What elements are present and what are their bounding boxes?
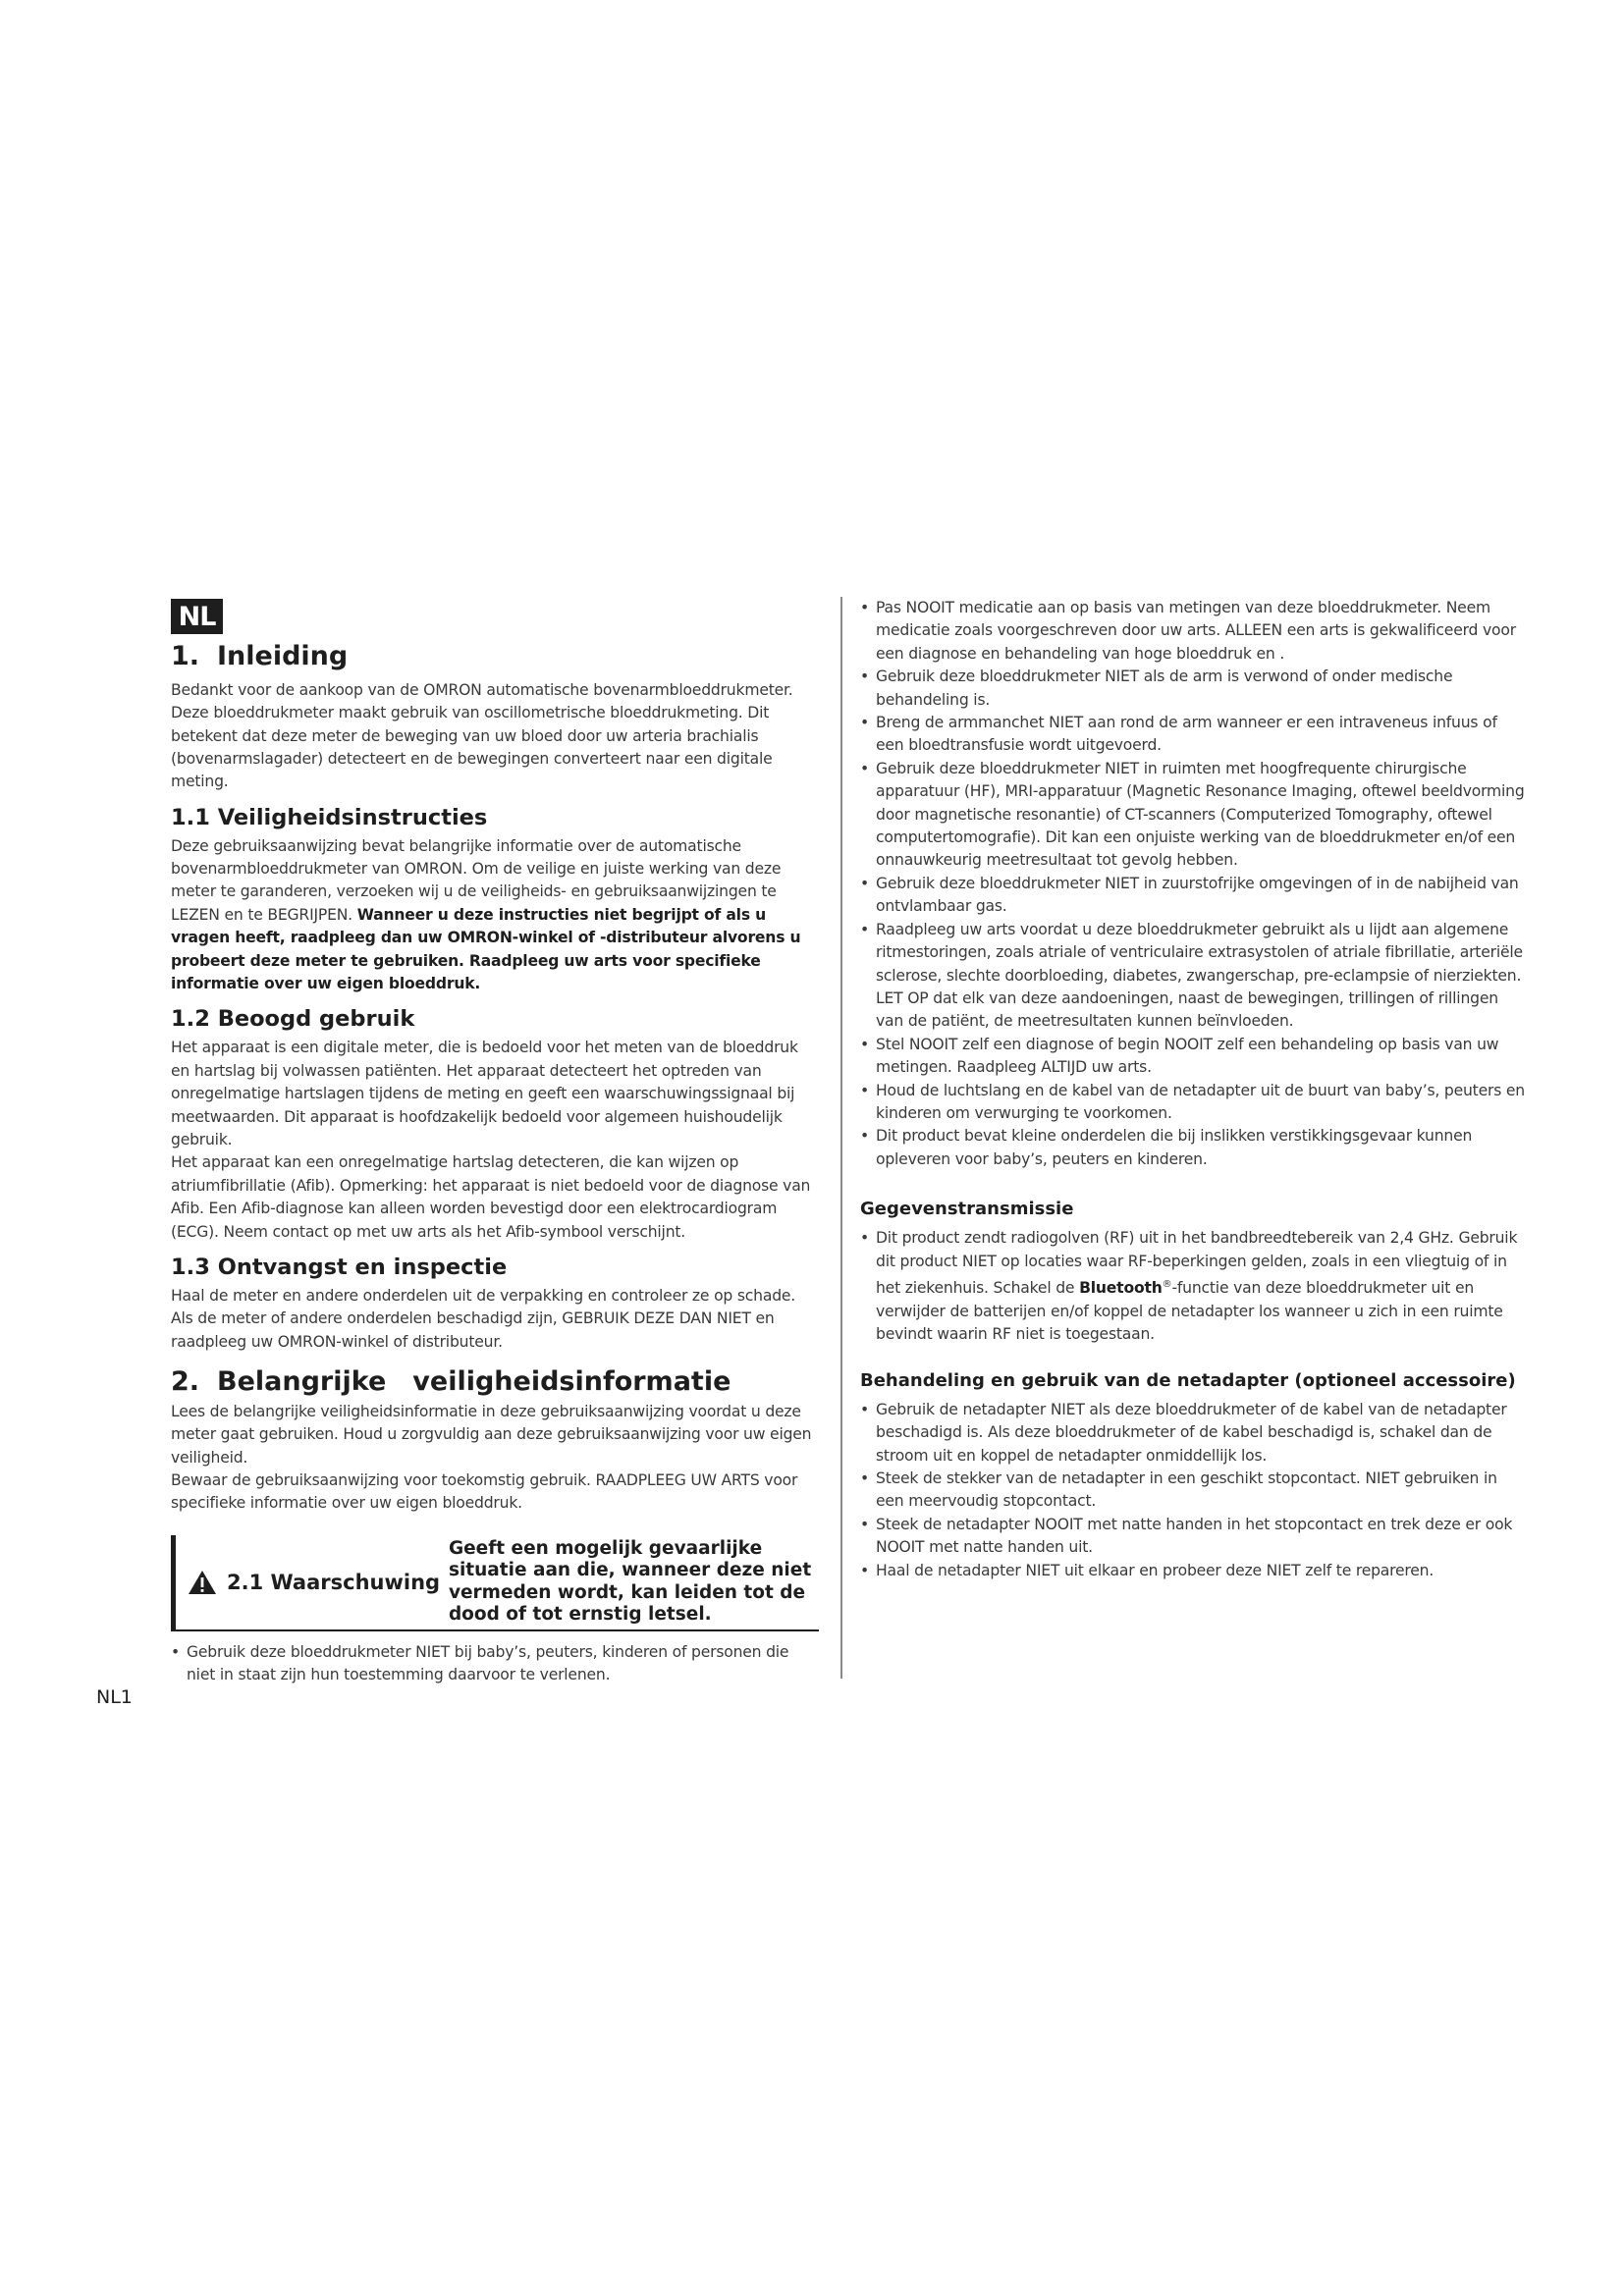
page-number: NL1 — [96, 1686, 133, 1708]
section-1-3-body: Haal de meter en andere onderdelen uit de verpakking en controleer ze op schade. Als de meter of andere onderdelen beschadigd zijn, GEBRUIK DEZE DAN NIET en raadpleeg uw OMRON-winkel of distributeur. — [171, 1286, 796, 1351]
list-item: • Gebruik deze bloeddrukmeter NIET bij baby’s, peuters, kinderen of personen die niet in staat zijn hun toestemming daarvoor te verlenen. — [171, 1641, 819, 1687]
data-transmission-text-1: Dit product zendt radiogolven (RF) uit in het bandbreedtebereik van 2,4 GHz. Gebruik dit product NIET op locaties waar RF-beperkingen gelden, zoals in een vliegtuig of in het ziekenhuis. Schakel de — [876, 1229, 1518, 1298]
section-1-body: Bedankt voor de aankoop van de OMRON automatische bovenarmbloeddrukmeter. Deze bloeddrukmeter maakt gebruik van oscillometrische bloeddrukmeting. Dit betekent dat deze meter de beweging van uw bloed door uw arteria brachialis (bovenarmslagader) detecteert en de bewegingen converteert naar een digitale meting. — [171, 680, 793, 791]
section-1-1-body — [171, 835, 819, 996]
left-column — [171, 642, 819, 1687]
list-item: • Steek de stekker van de netadapter in een geschikt stopcontact. NIET gebruiken in een meervoudig stopcontact. — [860, 1468, 1528, 1514]
list-item: • Breng de armmanchet NIET aan rond de arm wanneer er een intraveneus infuus of een bloedtransfusie wordt uitgevoerd. — [860, 712, 1528, 758]
list-item — [860, 1227, 1528, 1346]
section-1-2-title: 1.2 Beoogd gebruik — [171, 1006, 415, 1033]
right-column — [860, 597, 1528, 1582]
column-divider — [840, 597, 842, 1679]
warning-description: Geeft een mogelijk gevaarlijke situatie aan die, wanneer deze niet vermeden wordt, kan leiden tot de dood of tot ernstig letsel. — [448, 1537, 812, 1626]
section-1-title: Inleiding — [217, 641, 349, 671]
section-1-1-body-text: Deze gebruiksaanwijzing bevat belangrijke informatie over de automatische bovenarmbloeddrukmeter van OMRON. Om de veilige en juiste werking van deze meter te garanderen, verzoeken wij u de veiligheids- en gebruiksaanwijzingen te LEZEN en te BEGRIJPEN. — [171, 836, 782, 924]
list-item: • Haal de netadapter NIET uit elkaar en probeer deze NIET zelf te repareren. — [860, 1560, 1528, 1582]
section-1-1-title: 1.1 Veiligheidsinstructies — [171, 804, 488, 830]
language-badge: NL — [171, 599, 223, 634]
data-transmission-title: Gegevenstransmissie — [860, 1199, 1074, 1220]
adapter-title: Behandeling en gebruik van de netadapter (optioneel accessoire) — [860, 1369, 1516, 1391]
left-bullet-list — [171, 1641, 819, 1687]
section-1-1-body-bold: Wanneer u deze instructies niet begrijpt of als u vragen heeft, raadpleeg dan uw OMRON-winkel of -distributeur alvorens u probeert deze meter te gebruiken. Raadpleeg uw arts voor specifieke informatie over uw eigen bloeddruk. — [171, 905, 801, 993]
section-2-body-1: Lees de belangrijke veiligheidsinformatie in deze gebruiksaanwijzing voordat u deze meter gaat gebruiken. Houd u zorgvuldig aan deze gebruiksaanwijzing voor uw eigen veiligheid. — [171, 1402, 812, 1467]
data-transmission-text-2: -functie van deze bloeddrukmeter uit en verwijder de batterijen en/of koppel de netadapter los wanneer u zich in een ruimte bevindt waarin RF niet is toegestaan. — [876, 1279, 1503, 1344]
list-item: • Steek de netadapter NOOIT met natte handen in het stopcontact en trek deze er ook NOOIT met natte handen uit. — [860, 1514, 1528, 1560]
warning-triangle-icon — [188, 1570, 217, 1595]
list-item: • Houd de luchtslang en de kabel van de netadapter uit de buurt van baby’s, peuters en kinderen om verwurging te voorkomen. — [860, 1080, 1528, 1126]
list-item: • Pas NOOIT medicatie aan op basis van metingen van deze bloeddrukmeter. Neem medicatie zoals voorgeschreven door uw arts. ALLEEN een arts is gekwalificeerd voor een diagnose en behandeling van hoge bloeddruk en . — [860, 597, 1528, 666]
right-bullet-list — [860, 597, 1528, 1171]
section-2-title: Belangrijke veiligheidsinformatie — [217, 1366, 731, 1398]
list-item: • Gebruik deze bloeddrukmeter NIET als de arm is verwond of onder medische behandeling is. — [860, 666, 1528, 712]
list-item: • Raadpleeg uw arts voordat u deze bloeddrukmeter gebruikt als u lijdt aan algemene ritmestoringen, zoals atriale of ventriculaire extrasystolen of atriale fibrillatie, arteriële sclerose, slechte doorbloeding, diabetes, zwangerschap, pre-eclampsie of nierziekten. LET OP dat elk van deze aandoeningen, naast de bewegingen, trillingen of rillingen van de patiënt, de meetresultaten kunnen beïnvloeden. — [860, 919, 1528, 1034]
warning-title: 2.1 Waarschuwing — [227, 1570, 441, 1594]
list-item: • Dit product bevat kleine onderdelen die bij inslikken verstikkingsgevaar kunnen opleveren voor baby’s, peuters en kinderen. — [860, 1125, 1528, 1171]
warning-title-group — [188, 1570, 449, 1595]
section-2-number: 2. — [171, 1366, 200, 1398]
adapter-bullet-list — [860, 1399, 1528, 1582]
section-1-2-body-2: Het apparaat kan een onregelmatige hartslag detecteren, die kan wijzen op atriumfibrillatie (Afib). Opmerking: het apparaat is niet bedoeld voor de diagnose van Afib. Een Afib-diagnose kan alleen worden bevestigd door een elektrocardiogram (ECG). Neem contact op met uw arts als het Afib-symbool verschijnt. — [171, 1153, 811, 1241]
section-1-number: 1. — [171, 641, 200, 671]
list-item: • Gebruik de netadapter NIET als deze bloeddrukmeter of de kabel van de netadapter beschadigd is. Als deze bloeddrukmeter of de kabel beschadigd is, schakel dan de stroom uit en koppel de netadapter onmiddellijk los. — [860, 1399, 1528, 1468]
section-2-body-2: Bewaar de gebruiksaanwijzing voor toekomstig gebruik. RAADPLEEG UW ARTS voor specifieke informatie over uw eigen bloeddruk. — [171, 1470, 798, 1513]
section-1-2-body-1: Het apparaat is een digitale meter, die is bedoeld voor het meten van de bloeddruk en hartslag bij volwassen patiënten. Het apparaat detecteert het optreden van onregelmatige hartslagen tijdens de meting en geeft een waarschuwingssignaal bij meetwaarden. Dit apparaat is hoofdzakelijk bedoeld voor algemeen huishoudelijk gebruik. — [171, 1039, 798, 1148]
section-2-heading — [171, 1367, 819, 1397]
warning-box — [171, 1535, 819, 1631]
list-item: • Stel NOOIT zelf een diagnose of begin NOOIT zelf een behandeling op basis van uw metingen. Raadpleeg ALTIJD uw arts. — [860, 1034, 1528, 1080]
section-1-heading — [171, 642, 819, 671]
section-1-3-title: 1.3 Ontvangst en inspectie — [171, 1254, 508, 1280]
list-item: • Gebruik deze bloeddrukmeter NIET in ruimten met hoogfrequente chirurgische apparatuur (HF), MRI-apparatuur (Magnetic Resonance Imaging, oftewel beeldvorming door magnetische resonantie) of CT-scanners (Computerized Tomography, oftewel computertomografie). Dit kan een onjuiste werking van de bloeddrukmeter en/of een onnauwkeurig meetresultaat tot gevolg hebben. — [860, 758, 1528, 873]
list-item: • Gebruik deze bloeddrukmeter NIET in zuurstofrijke omgevingen of in de nabijheid van ontvlambaar gas. — [860, 873, 1528, 919]
bluetooth-label: Bluetooth — [1079, 1279, 1163, 1298]
registered-mark: ® — [1162, 1279, 1172, 1291]
data-transmission-list — [860, 1227, 1528, 1346]
